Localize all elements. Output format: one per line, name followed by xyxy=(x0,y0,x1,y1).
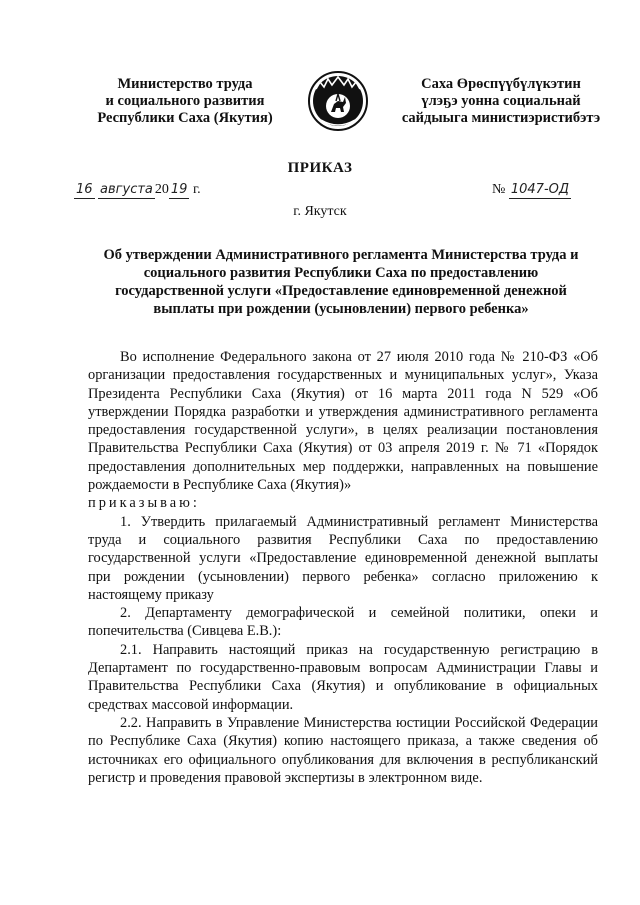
order-word: приказываю: xyxy=(88,495,200,512)
order-number xyxy=(492,182,571,199)
ministry-line: Министерство труда xyxy=(117,76,253,92)
date-month: августа xyxy=(100,182,153,197)
ministry-line: и социального развития xyxy=(105,93,265,109)
item-2-paragraph: 2. Департаменту демографической и семейной политики, опеки и попечительства (Сивцева Е.В.): xyxy=(88,605,598,640)
subject-line: выплаты при рождении (усыновлении) первого ребенка» xyxy=(153,301,529,317)
ministry-line: Республики Саха (Якутия) xyxy=(97,110,273,126)
order-subject xyxy=(86,246,596,318)
ministry-line: Саха Өрөспүүбүлүкэтин xyxy=(421,76,581,92)
subject-line: государственной услуги «Предоставление единовременной денежной xyxy=(115,283,567,299)
date-year-suffix: 19 xyxy=(170,182,188,197)
item-2-1-paragraph: 2.1. Направить настоящий приказ на государственную регистрацию в Департамент по государственно-правовым вопросам Администрации Главы и Правительства Республики Саха (Якутия) и опубликование в официальных средствах массовой информации. xyxy=(88,641,598,713)
subject-line: социального развития Республики Саха по предоставлению xyxy=(143,265,539,281)
order-body xyxy=(88,348,598,787)
ministry-name-yakut xyxy=(398,76,604,127)
coat-of-arms-icon xyxy=(307,68,369,134)
date-year-prefix: 20 xyxy=(154,182,169,197)
number-value: 1047-ОД xyxy=(510,182,570,197)
preamble-paragraph: Во исполнение Федерального закона от 27 июля 2010 года № 210-ФЗ «Об организации предоставления государственных и муниципальных услуг», Указа Президента Республики Саха (Якутия) от 16 марта 2011 года N 529 «Об утверждении Порядка разработки и утверждения административного регламента предоставления государственной услуги», в целях реализации постановления Правительства Республики Саха (Якутия) от 03 апреля 2019 г. № 71 «Порядок предоставления дополнительных мер поддержки, направленных на повышение рождаемости в Республике Саха (Якутия)» xyxy=(88,349,598,494)
date-suffix: г. xyxy=(192,182,201,197)
city: г. Якутск xyxy=(293,204,347,219)
ministry-line: үлэҕэ уонна социальнай xyxy=(421,93,581,109)
ministry-line: сайдыыга министиэристибэтэ xyxy=(401,110,601,126)
order-date xyxy=(74,182,201,199)
ministry-name-russian xyxy=(80,76,290,127)
item-1-paragraph: 1. Утвердить прилагаемый Административный регламент Министерства труда и социального развития Республики Саха по предоставлению государственной услуги «Предоставление единовременной денежной выплаты при рождении (усыновлении) первого ребенка» согласно приложению к настоящему приказу xyxy=(88,513,598,603)
subject-line: Об утверждении Административного регламента Министерства труда и xyxy=(103,247,579,263)
document-title: ПРИКАЗ xyxy=(287,160,353,176)
date-day: 16 xyxy=(76,182,93,197)
item-2-2-paragraph: 2.2. Направить в Управление Министерства юстиции Российской Федерации по Республике Саха (Якутия) копию настоящего приказа, а также сведения об источниках его официального опубликования для включения в республиканский регистр и проведения правовой экспертизы в электронном виде. xyxy=(88,714,598,786)
number-prefix: № xyxy=(492,182,506,197)
